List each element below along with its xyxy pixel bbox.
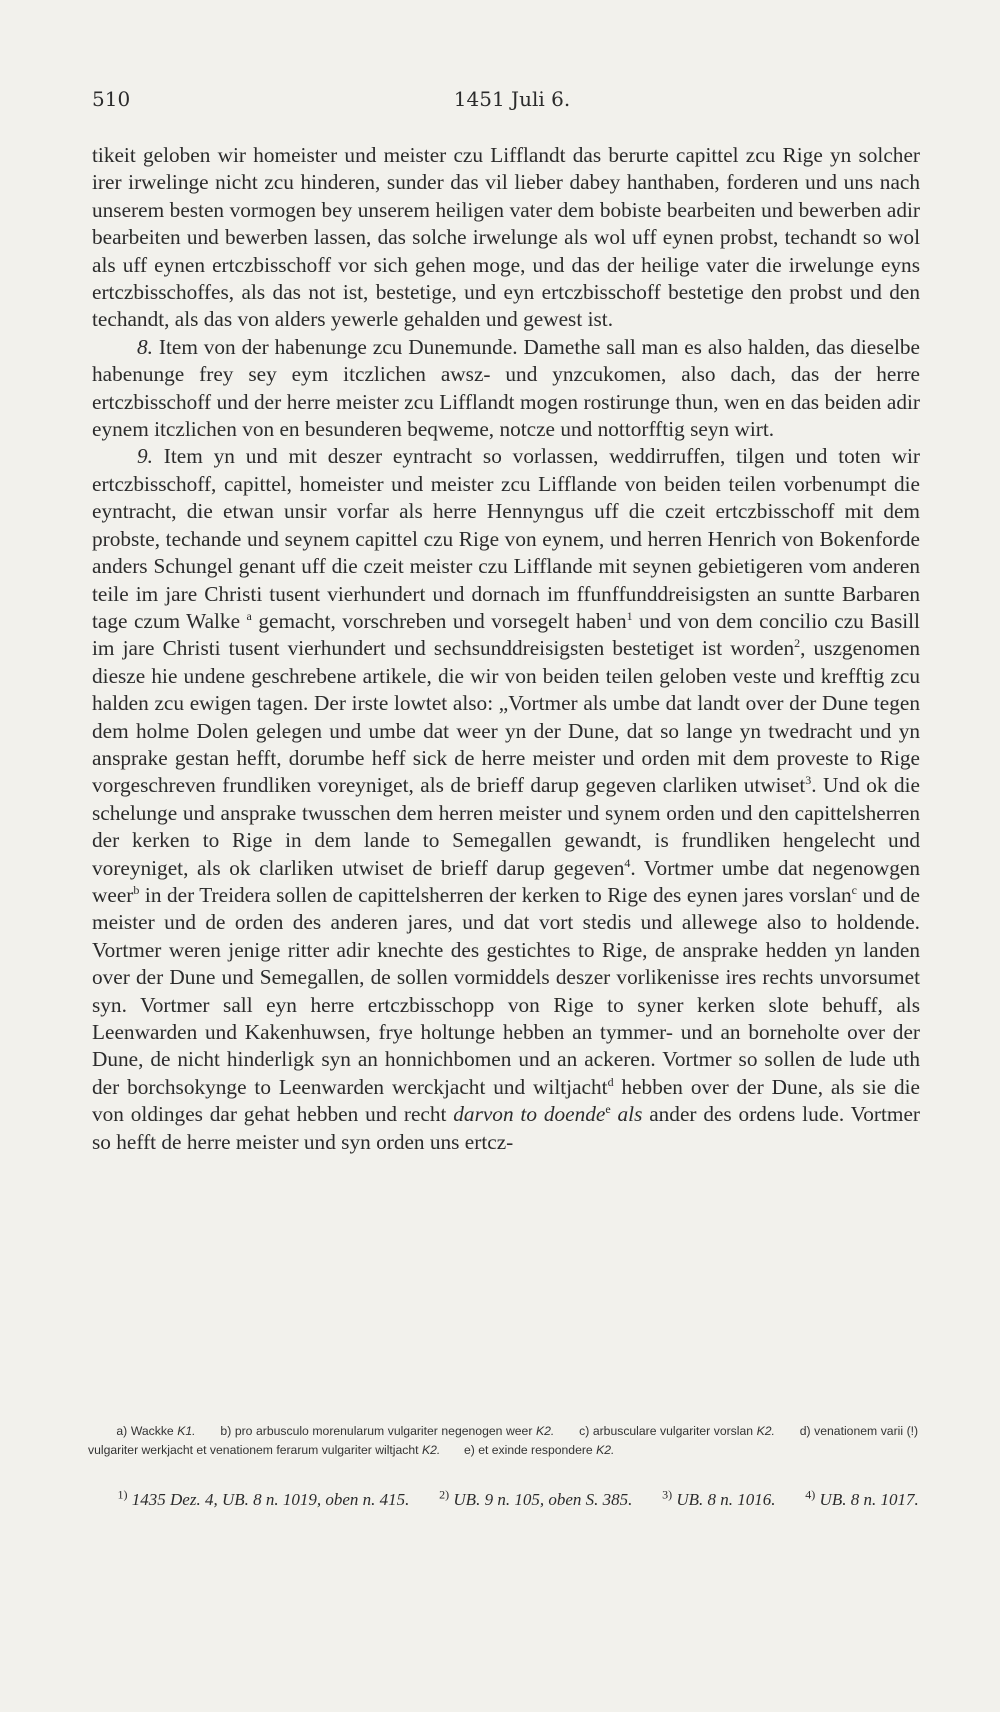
footnotes xyxy=(92,1488,920,1512)
note-text: arbusculare vulgariter vorslan xyxy=(592,1424,754,1438)
note-marker: e xyxy=(605,1102,611,1117)
note-label: a) xyxy=(116,1424,128,1438)
footnote-marker: 2 xyxy=(794,636,801,651)
note-label: c) xyxy=(579,1424,590,1438)
footnote-label: 1) xyxy=(117,1487,128,1502)
footnote-marker: 3 xyxy=(805,773,812,788)
note-source: K2. xyxy=(596,1443,615,1457)
note-label: d) xyxy=(799,1424,811,1438)
paragraph-text: Item yn und mit deszer eyntracht so vorlassen, weddirruffen, tilgen und toten wir ertczbisschoff, capittel, homeister und meister zcu Lifflande von beiden teilen vorbenumpt die eyntracht, die etwan unsir vorfar als herre Hennyngus uff die czeit ertczbisschoff mit dem probste, techande und seynem capittel czu Rige von eynem, und herren Henrich von Bokenforde anders Schungel genant uff die czeit meister czu Lifflande mit seynen gebietigeren vom anderen teile im jare Christi tusent vierhundert und dornach im ffunffunddreisigsten an suntte Barbaren tage czum Walke xyxy=(92,444,920,633)
main-text xyxy=(92,142,920,1156)
note-e xyxy=(464,1443,614,1457)
article-number: 9. xyxy=(137,444,153,469)
note-marker: b xyxy=(133,882,140,897)
footnote-text: UB. 8 n. 1017. xyxy=(819,1490,919,1509)
note-a xyxy=(88,1424,196,1438)
footnote-text: UB. 9 n. 105, oben S. 385. xyxy=(453,1490,633,1509)
footnote-marker: 1 xyxy=(626,608,633,623)
notes-paragraph xyxy=(88,1422,918,1460)
note-marker: c xyxy=(851,882,857,897)
paragraph-text: und von dem concilio czu Basill im jare Christi tusent vierhundert und sechsunddreisigsten bestetiget ist worden xyxy=(92,608,920,661)
paragraph-text: und de meister und de orden des anderen jares, und dat vort stedis und allewege also to holdende. Vortmer weren jenige ritter adir knechte des gestichtes to Rige, de ansprake hedden yn landen over der Dune und Semegallen, de sollen vormiddels deszer vorlikenisse ires rechts unvorsumet syn. Vortmer sall eyn herre ertczbisschopp von Rige to syner kerken slote behuff, als Leenwarden und Kakenhuwsen, frye holtunge hebben an tymmer- und an borneholte over der Dune, de nicht hinderligk syn an honnichbomen und an ackeren. Vortmer so sollen de lude uth der borchsokynge to Leenwarden werckjacht und wiltjacht xyxy=(92,882,921,1099)
italic-text: als xyxy=(617,1102,643,1127)
article-8 xyxy=(92,334,920,444)
footnotes-paragraph xyxy=(92,1488,920,1512)
footnote-label: 2) xyxy=(439,1487,450,1502)
note-label: e) xyxy=(463,1443,475,1457)
footnote-marker: 4 xyxy=(624,855,631,870)
note-label: b) xyxy=(220,1424,232,1438)
italic-text: darvon to doende xyxy=(453,1102,606,1127)
textual-notes xyxy=(88,1422,918,1460)
note-source: K1. xyxy=(177,1424,196,1438)
paragraph-text: Item von der habenunge zcu Dunemunde. Damethe sall man es also halden, das dieselbe habenunge frey sey eym itczlichen awsz- und ynzcukomen, also dach, das der herre ertczbisschoff und der herre meister zcu Lifflandt mogen rostirunge thun, wen en das beiden adir eynem itczlichen von en besunderen beqweme, notcze und nottorfftig seyn wirt. xyxy=(92,334,920,442)
paragraph-text: ander des ordens lude. Vortmer so hefft de herre meister und syn orden uns ertcz- xyxy=(92,1102,920,1154)
footnote-label: 3) xyxy=(662,1487,673,1502)
paragraph-text: . Und ok die schelunge und ansprake twusschen dem herren meister und synem orden und den capittelsherren der kerken to Rige in dem lande to Semegallen gewandt, is frundliken hengelecht und voreyniget, als ok clarliken utwiset de brieff darup gegeven xyxy=(92,773,920,880)
running-header xyxy=(92,84,932,114)
article-number: 8. xyxy=(137,334,153,359)
note-marker: d xyxy=(607,1074,614,1089)
paragraph-text: , uszgenomen diesze hie undene geschrebene artikele, die wir von beiden teilen geloben veste und krefftig zcu halden zcu ewigen tagen. Der irste lowtet also: „Vortmer als umbe dat landt over der Dune tegen dem holme Dolen gelegen und umbe dat weer yn der Dune, dat so lange yn twedracht und yn ansprake gestan hefft, dorumbe heff sick de herre meister und orden mit dem proveste to Rige vorgeschreven frundliken voreyniget, als de brieff darup gegeven clarliken utwiset xyxy=(92,636,920,798)
note-text: et exinde respondere xyxy=(478,1443,593,1457)
paragraph-text: tikeit geloben wir homeister und meister czu Lifflandt das berurte capittel zcu Rige yn solcher irer irwelinge nicht zcu hinderen, sunder das vil lieber dabey hanthaben, forderen und uns nach unserem besten vormogen bey unserem heiligen vater dem bobiste bearbeiten und bewerben adir bearbeiten und bewerben lassen, das solche irwelunge als wol uff eynen probst, techandt so wol als uff eynen ertczbisschoff vor sich gehen moge, und das der heilige vater die irwelunge eyns ertczbisschoffes, als das not ist, bestetige, und eyn ertczbisschoff bestetige den probst und den techandt, als das von alders yewerle gehalden und gewest ist. xyxy=(92,143,920,332)
page-number: 510 xyxy=(92,87,131,111)
paragraph-text: hebben over der Dune, als sie die von oldinges dar gehat hebben und recht xyxy=(92,1074,920,1127)
note-c xyxy=(579,1424,775,1438)
note-source: K2. xyxy=(756,1424,775,1438)
footnote-text: UB. 8 n. 1016. xyxy=(676,1490,776,1509)
note-text: Wackke xyxy=(130,1424,174,1438)
header-date: 1451 Juli 6. xyxy=(453,87,571,111)
article-9 xyxy=(92,443,920,1156)
note-text: pro arbusculo morenularum vulgariter negenogen weer xyxy=(234,1424,533,1438)
note-b xyxy=(220,1424,554,1438)
note-text: venationem varii (!) vulgariter werkjacht et venationem ferarum vulgariter wiltjacht xyxy=(88,1424,919,1457)
paragraph-text: in der Treidera sollen de capittelsherren der kerken to Rige des eynen jares vorslan xyxy=(144,882,852,907)
paragraph-text: gemacht, vorschreben und vorsegelt haben xyxy=(258,608,627,633)
paragraph-continued xyxy=(92,142,920,334)
footnote-text: 1435 Dez. 4, UB. 8 n. 1019, oben n. 415. xyxy=(131,1490,410,1509)
note-source: K2. xyxy=(535,1424,555,1438)
note-marker: a xyxy=(246,608,252,623)
paragraph-text: . Vortmer umbe dat negenowgen weer xyxy=(92,855,920,907)
footnote-label: 4) xyxy=(805,1487,816,1502)
note-source: K2. xyxy=(421,1443,441,1457)
